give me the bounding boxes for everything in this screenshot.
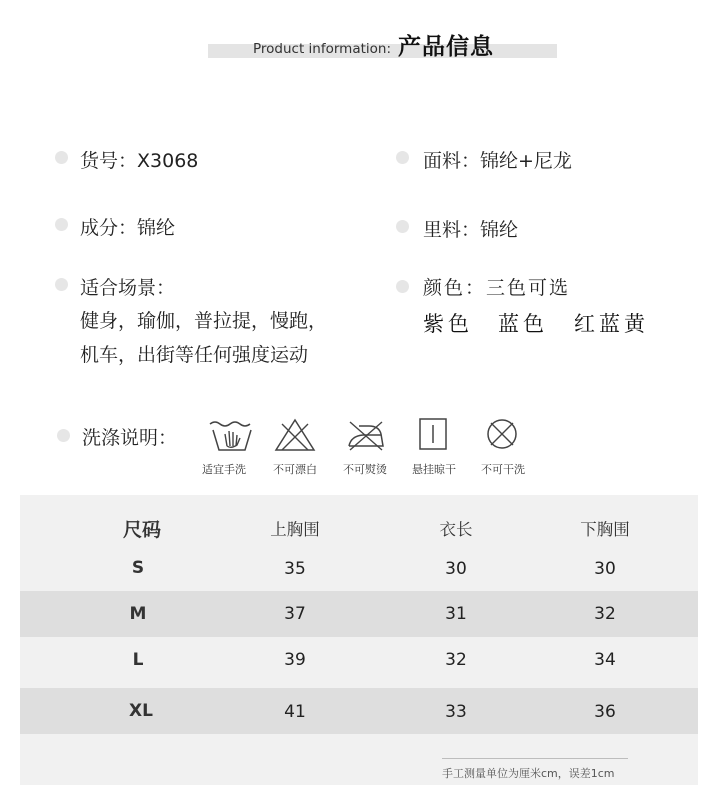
table-cell: 39 [284, 650, 306, 670]
color-option-purple: 紫色 [423, 312, 473, 336]
no-dry-clean-icon [477, 416, 527, 454]
table-cell: 30 [594, 559, 616, 579]
care-label-hang-dry: 悬挂晾干 [412, 463, 456, 476]
bullet-icon [396, 151, 409, 164]
column-header-bust: 上胸围 [270, 520, 320, 539]
scenes-label: 适合场景： [80, 277, 176, 299]
table-cell: 41 [284, 702, 306, 722]
composition: 成分：锦纶 [80, 217, 176, 239]
column-header-underbust: 下胸围 [580, 520, 630, 539]
bullet-icon [55, 278, 68, 291]
table-cell: 34 [594, 650, 616, 670]
colors-label: 颜色：三色可选 [423, 277, 571, 299]
bullet-icon [396, 280, 409, 293]
color-option-red-blue-yellow: 红蓝黄 [574, 312, 649, 336]
size-header: 尺码 [122, 519, 161, 541]
table-row-size: S [131, 558, 145, 578]
care-label-no-iron: 不可熨烫 [343, 463, 387, 476]
header-title-cn: 产品信息 [398, 34, 494, 60]
care-label-no-dry-clean: 不可干洗 [481, 463, 525, 476]
lining: 里料：锦纶 [423, 219, 519, 241]
table-cell: 31 [445, 604, 467, 624]
scenes-line-2: 机车，出街等任何强度运动 [80, 344, 309, 366]
table-row-size: M [129, 604, 147, 624]
header-title-en: Product information: [253, 41, 392, 57]
bullet-icon [396, 220, 409, 233]
note-divider [442, 758, 628, 759]
table-cell: 37 [284, 604, 306, 624]
scenes-line-1: 健身，瑜伽，普拉提，慢跑， [80, 310, 328, 332]
bullet-icon [55, 151, 68, 164]
table-row-size: XL [129, 701, 153, 721]
measurement-note: 手工测量单位为厘米cm，误差1cm [442, 767, 615, 780]
table-row-size: L [132, 650, 144, 670]
table-cell: 32 [445, 650, 467, 670]
care-label-no-bleach: 不可漂白 [273, 463, 317, 476]
hand-wash-icon [207, 416, 257, 454]
care-label-hand-wash: 适宜手洗 [202, 463, 246, 476]
column-header-length: 衣长 [439, 520, 473, 539]
no-bleach-icon [270, 416, 320, 454]
hang-dry-icon [409, 416, 459, 454]
table-cell: 36 [594, 702, 616, 722]
bullet-icon [57, 429, 70, 442]
table-cell: 35 [284, 559, 306, 579]
table-cell: 30 [445, 559, 467, 579]
fabric: 面料：锦纶+尼龙 [423, 150, 572, 172]
item-number: 货号：X3068 [80, 150, 199, 172]
no-iron-icon [341, 416, 391, 454]
bullet-icon [55, 218, 68, 231]
color-option-blue: 蓝色 [498, 312, 548, 336]
care-label: 洗涤说明： [82, 427, 178, 449]
table-cell: 32 [594, 604, 616, 624]
table-cell: 33 [445, 702, 467, 722]
